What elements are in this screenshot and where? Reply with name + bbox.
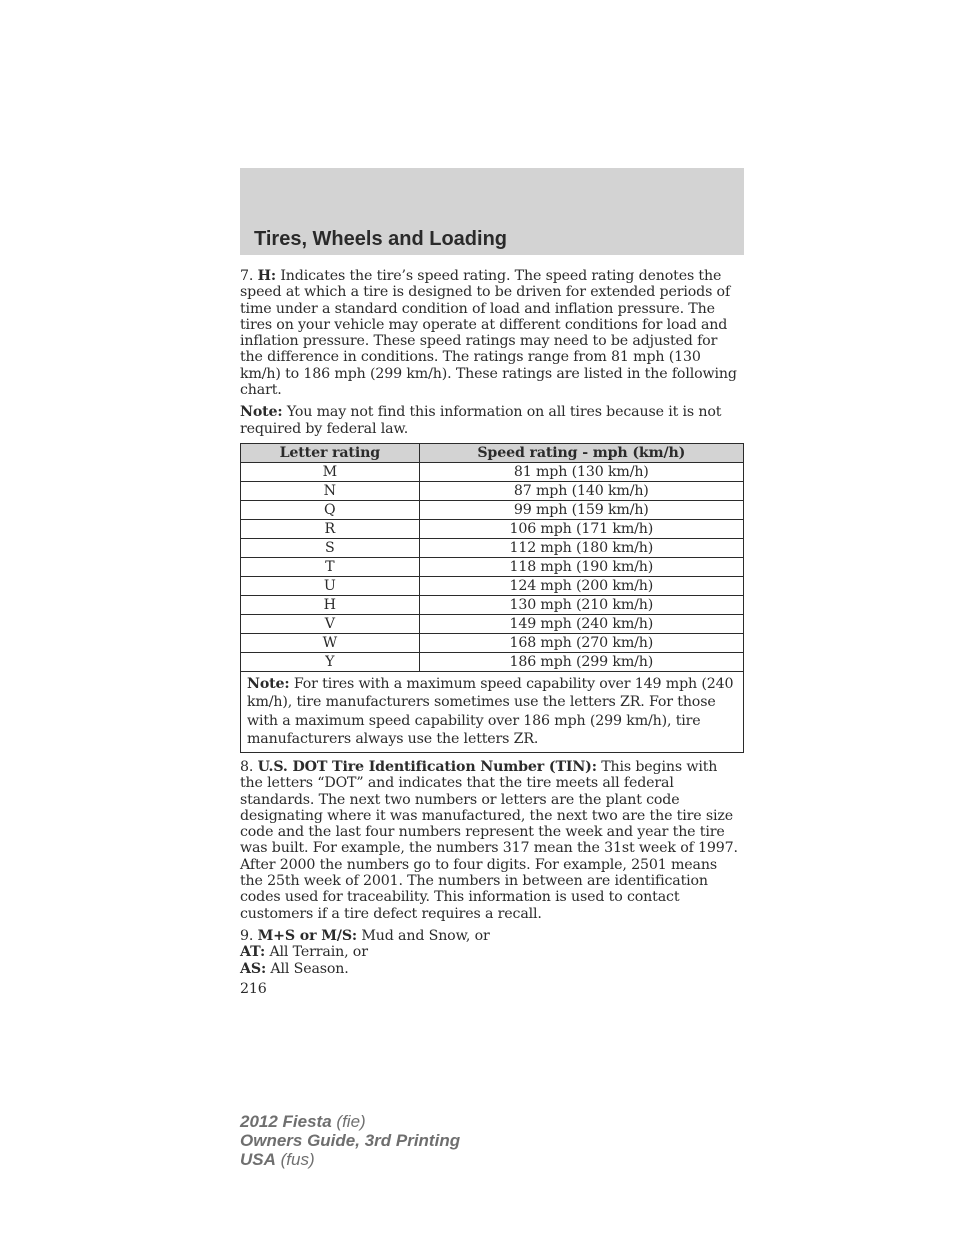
section-title: Tires, Wheels and Loading <box>254 228 508 250</box>
footer-model: 2012 Fiesta <box>240 1112 332 1131</box>
speed-cell: 130 mph (210 km/h) <box>419 595 743 614</box>
item-9-line <box>240 928 744 944</box>
speed-cell: 149 mph (240 km/h) <box>419 614 743 633</box>
as-line <box>240 961 744 977</box>
item-9-text: Mud and Snow, or <box>361 927 490 944</box>
letter-cell: T <box>241 557 420 576</box>
letter-cell: W <box>241 633 420 652</box>
note-label: Note: <box>240 404 283 421</box>
letter-cell: V <box>241 614 420 633</box>
letter-cell: N <box>241 481 420 500</box>
item-9-number: 9. <box>240 927 254 944</box>
at-text: All Terrain, or <box>269 944 368 961</box>
item-8-text: This begins with the letters “DOT” and indicates that the tire meets all federal standards. The next two numbers or letters are the plant code designating where it was manufactured, the next two are the tire size code and the last four numbers represent the week and year the tire was built. For example, the numbers 317 mean the 31st week of 1997. After 2000 the numbers go to four digits. For example, 2501 means the 25th week of 2001. The numbers in between are identification codes used for traceability. This information is used to contact customers if a tire defect requires a recall. <box>240 758 738 922</box>
footer-line-3 <box>240 1150 460 1169</box>
letter-cell: Q <box>241 500 420 519</box>
letter-cell: H <box>241 595 420 614</box>
item-9-label: M+S or M/S: <box>257 927 357 944</box>
table-note-cell <box>241 671 744 752</box>
speed-cell: 99 mph (159 km/h) <box>419 500 743 519</box>
letter-cell: Y <box>241 652 420 671</box>
as-label: AS: <box>240 960 267 977</box>
speed-cell: 112 mph (180 km/h) <box>419 538 743 557</box>
letter-cell: R <box>241 519 420 538</box>
item-8-label: U.S. DOT Tire Identification Number (TIN): <box>257 758 597 775</box>
speed-cell: 124 mph (200 km/h) <box>419 576 743 595</box>
item-7-label: H: <box>257 268 276 284</box>
footer-market-code: (fus) <box>280 1150 315 1169</box>
speed-cell: 87 mph (140 km/h) <box>419 481 743 500</box>
item-8-paragraph <box>240 759 744 922</box>
as-text: All Season. <box>270 960 349 977</box>
section-header-band <box>240 168 744 255</box>
page-content <box>240 268 744 997</box>
table-header-row <box>241 443 744 462</box>
speed-cell: 186 mph (299 km/h) <box>419 652 743 671</box>
footer-line-2 <box>240 1131 460 1150</box>
speed-cell: 118 mph (190 km/h) <box>419 557 743 576</box>
table-row <box>241 500 744 519</box>
column-header-speed: Speed rating - mph (km/h) <box>419 443 743 462</box>
item-7-paragraph <box>240 268 744 398</box>
page-number: 216 <box>240 980 267 997</box>
table-row <box>241 576 744 595</box>
table-note-row <box>241 671 744 752</box>
item-8-number: 8. <box>240 758 254 775</box>
speed-cell: 106 mph (171 km/h) <box>419 519 743 538</box>
table-row <box>241 462 744 481</box>
at-label: AT: <box>240 944 266 961</box>
table-row <box>241 595 744 614</box>
table-row <box>241 614 744 633</box>
table-note-text: For tires with a maximum speed capability over 149 mph (240 km/h), tire manufacturers sometimes use the letters ZR. For those with a maximum speed capability over 186 mph (299 km/h), tire manufacturers always use the letters ZR. <box>247 675 734 748</box>
table-row <box>241 652 744 671</box>
speed-cell: 168 mph (270 km/h) <box>419 633 743 652</box>
table-body <box>241 462 744 752</box>
letter-cell: S <box>241 538 420 557</box>
table-row <box>241 557 744 576</box>
table-row <box>241 538 744 557</box>
column-header-letter: Letter rating <box>241 443 420 462</box>
footer-model-code: (fie) <box>336 1112 366 1131</box>
at-line <box>240 944 744 960</box>
note-paragraph <box>240 404 744 437</box>
item-7-number: 7. <box>240 268 254 284</box>
footer-guide: Owners Guide, 3rd Printing <box>240 1131 461 1150</box>
speed-cell: 81 mph (130 km/h) <box>419 462 743 481</box>
note-text: You may not find this information on all tires because it is not required by federal law. <box>240 404 722 437</box>
item-9-block <box>240 928 744 977</box>
footer-market: USA <box>240 1150 276 1169</box>
speed-rating-table <box>240 443 744 753</box>
table-row <box>241 519 744 538</box>
footer-line-1 <box>240 1112 460 1131</box>
table-row <box>241 633 744 652</box>
table-row <box>241 481 744 500</box>
table-note-label: Note: <box>247 675 290 692</box>
letter-cell: U <box>241 576 420 595</box>
letter-cell: M <box>241 462 420 481</box>
item-7-text: Indicates the tire’s speed rating. The speed rating denotes the speed at which a tire is designed to be driven for extended periods of time under a standard condition of load and inflation pressure. The tires on your vehicle may operate at different conditions for load and inflation pressure. These speed ratings may need to be adjusted for the difference in conditions. The ratings range from 81 mph (130 km/h) to 186 mph (299 km/h). These ratings are listed in the following chart. <box>240 268 737 399</box>
document-footer <box>240 1112 460 1169</box>
